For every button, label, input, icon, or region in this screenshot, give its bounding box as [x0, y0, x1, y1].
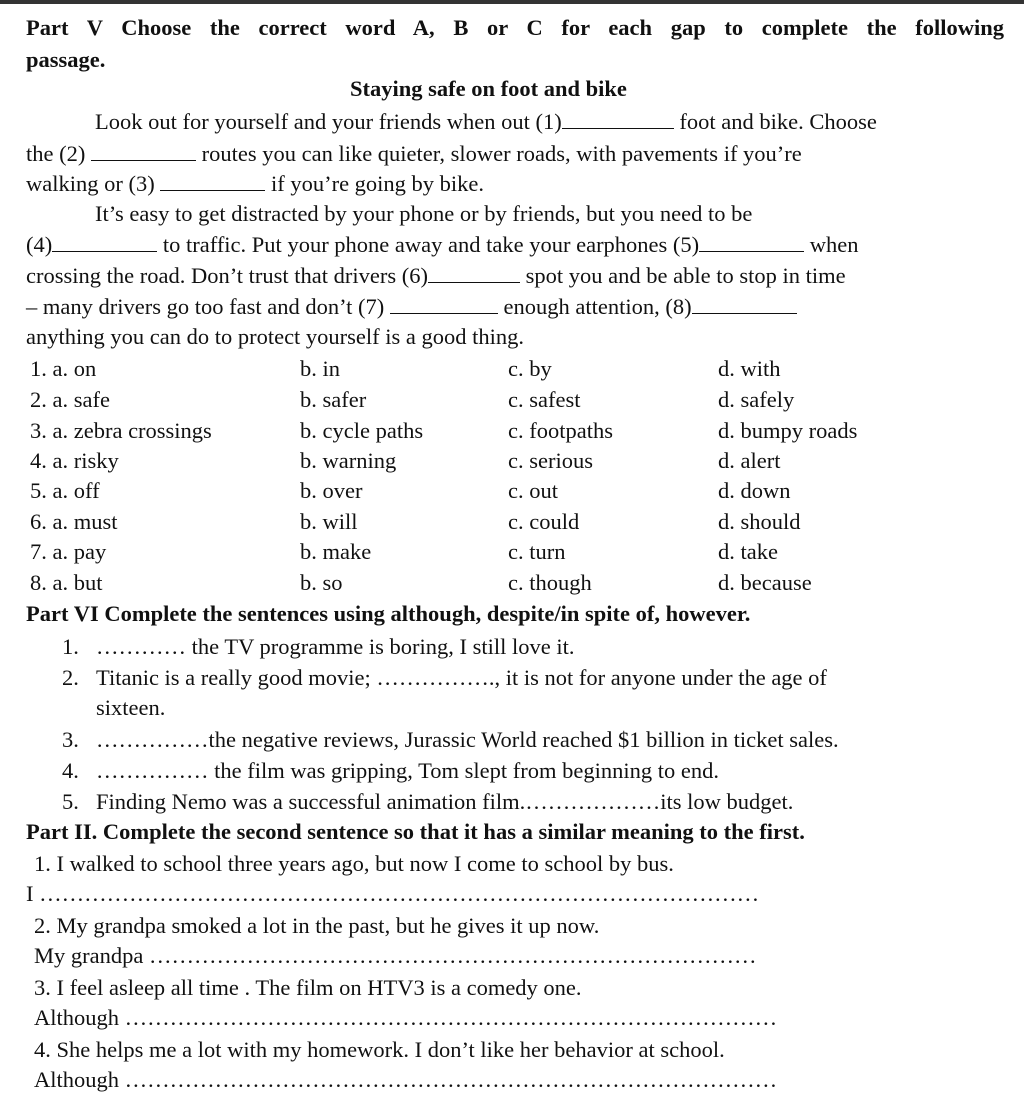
item-text: Titanic is a really good movie; ……………., it is not for anyone under the age of — [96, 665, 827, 690]
gap-8[interactable] — [692, 293, 797, 314]
p2-text: spot you and be able to stop in time — [525, 263, 846, 288]
p2-text: – many drivers go too fast and don’t (7) — [26, 294, 385, 319]
part6-item — [62, 726, 839, 754]
item-text: ……………the negative reviews, Jurassic World reached $1 billion in ticket sales. — [96, 727, 839, 752]
option-a[interactable]: 8. a. but — [30, 570, 103, 595]
option-b[interactable]: b. over — [300, 478, 363, 503]
option-b[interactable]: b. cycle paths — [300, 418, 424, 443]
passage-title: Staying safe on foot and bike — [350, 76, 627, 101]
p1-line1 — [95, 108, 877, 136]
part2-question: 3. I feel asleep all time . The film on HTV3 is a comedy one. — [34, 975, 582, 1000]
option-a[interactable]: 5. a. off — [30, 478, 100, 503]
part5-heading-line2: passage. — [26, 47, 106, 72]
part2-heading: Part II. Complete the second sentence so that it has a similar meaning to the first. — [26, 819, 805, 844]
option-a[interactable]: 2. a. safe — [30, 387, 110, 412]
option-a[interactable]: 3. a. zebra crossings — [30, 418, 212, 443]
part2-question: 1. I walked to school three years ago, but now I come to school by bus. — [34, 851, 674, 876]
p2-line1: It’s easy to get distracted by your phone or by friends, but you need to be — [95, 201, 753, 226]
p1-text: the (2) — [26, 141, 86, 166]
option-b[interactable]: b. warning — [300, 448, 397, 473]
part6-item — [62, 788, 793, 816]
part2-question: 2. My grandpa smoked a lot in the past, but he gives it up now. — [34, 913, 600, 938]
item-text: Finding Nemo was a successful animation film.………………its low budget. — [96, 789, 794, 814]
option-b[interactable]: b. safer — [300, 387, 367, 412]
gap-3[interactable] — [160, 170, 265, 191]
part2-answer-line[interactable]: I …………………………………………………………………………………… — [26, 881, 760, 906]
part6-item — [62, 664, 827, 692]
option-c[interactable]: c. though — [508, 570, 592, 595]
part2-answer-line[interactable]: Although …………………………………………………………………………… — [34, 1067, 778, 1092]
p1-text: if you’re going by bike. — [270, 171, 485, 196]
p2-text: crossing the road. Don’t trust that drivers (6) — [26, 263, 429, 288]
p2-line5: anything you can do to protect yourself is a good thing. — [26, 324, 525, 349]
part2-question: 4. She helps me a lot with my homework. I don’t like her behavior at school. — [34, 1037, 725, 1062]
gap-6[interactable] — [428, 262, 520, 283]
option-c[interactable]: c. out — [508, 478, 558, 503]
p1-text: foot and bike. Choose — [679, 109, 877, 134]
option-d[interactable]: d. should — [718, 509, 801, 534]
option-d[interactable]: d. bumpy roads — [718, 418, 858, 443]
option-d[interactable]: d. with — [718, 356, 781, 381]
part6-heading: Part VI Complete the sentences using although, despite/in spite of, however. — [26, 601, 751, 626]
gap-4[interactable] — [52, 231, 157, 252]
option-c[interactable]: c. serious — [508, 448, 593, 473]
option-b[interactable]: b. make — [300, 539, 372, 564]
part2-answer-line[interactable]: Although …………………………………………………………………………… — [34, 1005, 778, 1030]
item-number: 2. — [62, 665, 79, 690]
part6-item — [62, 633, 575, 661]
option-d[interactable]: d. because — [718, 570, 812, 595]
p1-text: Look out for yourself and your friends when out (1) — [95, 109, 562, 134]
gap-5[interactable] — [699, 231, 804, 252]
part2-answer-line[interactable]: My grandpa ……………………………………………………………………… — [34, 943, 757, 968]
p2-text: (4) — [26, 232, 53, 257]
gap-7[interactable] — [390, 293, 498, 314]
option-d[interactable]: d. alert — [718, 448, 781, 473]
option-c[interactable]: c. could — [508, 509, 580, 534]
p2-line2 — [26, 231, 859, 259]
option-b[interactable]: b. so — [300, 570, 343, 595]
option-c[interactable]: c. by — [508, 356, 552, 381]
option-a[interactable]: 7. a. pay — [30, 539, 107, 564]
item-text: …………… the film was gripping, Tom slept from beginning to end. — [96, 758, 719, 783]
option-c[interactable]: c. turn — [508, 539, 566, 564]
p1-text: walking or (3) — [26, 171, 155, 196]
item-text: ………… the TV programme is boring, I still love it. — [96, 634, 575, 659]
item-number: 5. — [62, 789, 79, 814]
part6-item — [62, 757, 719, 785]
gap-1[interactable] — [562, 108, 674, 129]
item-number: 4. — [62, 758, 79, 783]
option-a[interactable]: 1. a. on — [30, 356, 97, 381]
option-d[interactable]: d. take — [718, 539, 778, 564]
option-a[interactable]: 6. a. must — [30, 509, 118, 534]
item-number: 3. — [62, 727, 79, 752]
gap-2[interactable] — [91, 140, 196, 161]
option-b[interactable]: b. in — [300, 356, 341, 381]
option-c[interactable]: c. footpaths — [508, 418, 613, 443]
item-text: sixteen. — [96, 695, 166, 720]
p2-line4 — [26, 293, 797, 321]
top-border — [0, 0, 1024, 4]
part5-heading-line1: Part V Choose the correct word A, B or C for each gap to complete the following — [26, 15, 1004, 40]
p2-text: when — [809, 232, 859, 257]
p1-text: routes you can like quieter, slower roads, with pavements if you’re — [201, 141, 802, 166]
option-d[interactable]: d. safely — [718, 387, 795, 412]
item-number: 1. — [62, 634, 79, 659]
p2-text: to traffic. Put your phone away and take your earphones (5) — [162, 232, 700, 257]
p1-line3 — [26, 170, 484, 198]
p2-line3 — [26, 262, 846, 290]
option-c[interactable]: c. safest — [508, 387, 581, 412]
part6-item — [62, 694, 165, 722]
p2-text: enough attention, (8) — [503, 294, 692, 319]
option-a[interactable]: 4. a. risky — [30, 448, 119, 473]
option-b[interactable]: b. will — [300, 509, 358, 534]
option-d[interactable]: d. down — [718, 478, 791, 503]
p1-line2 — [26, 140, 802, 168]
